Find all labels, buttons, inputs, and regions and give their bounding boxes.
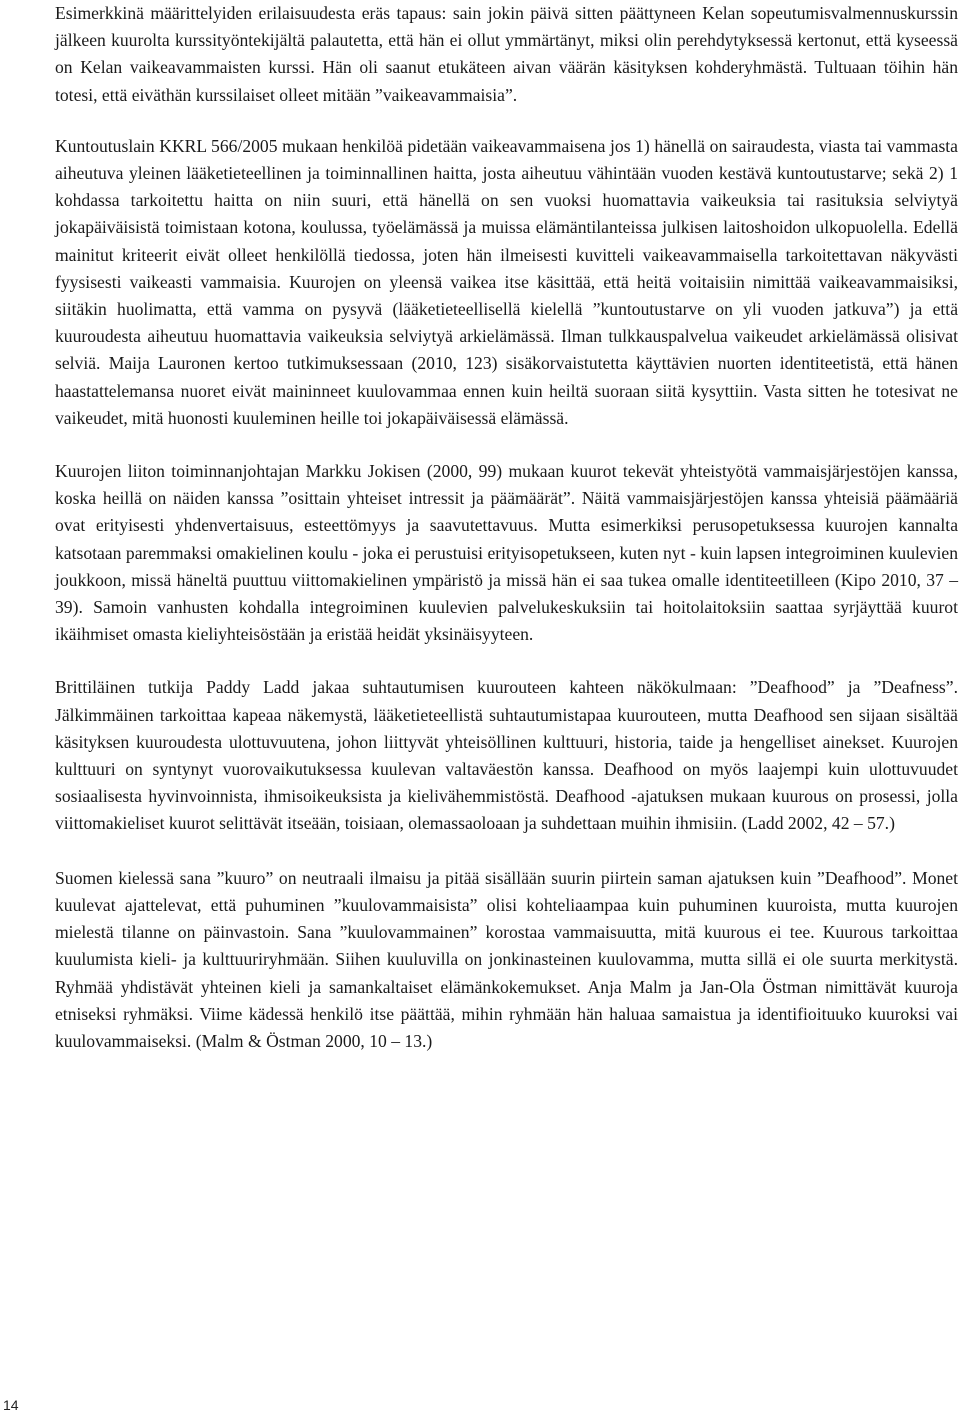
- paragraph-kuntoutuslaki-definition: Kuntoutuslain KKRL 566/2005 mukaan henkilöä pidetään vaikeavammaisena jos 1) hänellä on sairaudesta, viasta tai vammasta aiheutuva yleinen lääketieteellinen ja toiminnallinen haitta, josta aiheutuu vähintään vuoden kestävä kuntoutustarve; sekä 2) 1 kohdassa tarkoitettu haitta on niin suuri, että hänellä on sen vuoksi huomattavia vaikeuksia tai rasituksia selviytyä jokapäiväisistä toimistaan kotona, koulussa, työelämässä ja muissa elämäntilanteissa julkisen laitoshoidon ulkopuolella. Edellä mainitut kriteerit eivät olleet henkilöllä tiedossa, joten hän ilmeisesti kuvitteli vaikeavammaisella tarkoitettavan näkyvästi fyysisesti vaikeasti vammaisia. Kuurojen on yleensä vaikea itse käsittää, että heitä voitaisiin nimittää vaikeavammaisiksi, siitäkin huolimatta, että vamma on pysyvä (lääketieteellisellä kielellä ”kuntoutustarve on yli vuoden jatkuva”) ja että kuuroudesta aiheutuu huomattavia vaikeuksia selviytyä arkielämässä. Ilman tulkkauspalvelua vaikeudet arkielämässä olisivat selviä. Maija Lauronen kertoo tutkimuksessaan (2010, 123) sisäkorvaistutetta käyttävien nuorten identiteetistä, että hänen haastattelemansa nuoret eivät maininneet kuulovammaa ennen kuin heiltä suoraan siitä kysyttiin. Vasta sitten he totesivat ne vaikeudet, mitä huonosti kuuleminen heille toi jokapäiväisessä elämässä.: [55, 135, 958, 428]
- paragraph-deafhood-deafness: Brittiläinen tutkija Paddy Ladd jakaa suhtautumisen kuurouteen kahteen näkökulmaan: ”Deafhood” ja ”Deafness”. Jälkimmäinen tarkoittaa kapeaa näkemystä, lääketieteellistä suhtautumistapaa kuurouteen, mutta Deafhood sen sijaan sisältää käsityksen kuuroudesta ulottuvuutena, johon liittyvät yhteisöllinen kulttuuri, historia, taide ja hengelliset ainekset. Kuurojen kulttuuri on syntynyt vuorovaikutuksessa kuulevan valtaväestön kanssa. Deafhood on myös laajempi kuin ulottuvuudet sosiaalisesta hyvinvoinnista, ihmisoikeuksista ja kielivähemmistöstä. Deafhood -ajatuksen mukaan kuurous on prosessi, jolla viittomakieliset kuurot selittävät itseään, toisiaan, olemassaoloaan ja suhdettaan muihin ihmisiin. (Ladd 2002, 42 – 57.): [55, 677, 958, 834]
- page-number: 14: [3, 1397, 19, 1413]
- paragraph-kuurojen-liitto: Kuurojen liiton toiminnanjohtajan Markku Jokisen (2000, 99) mukaan kuurot tekevät yhteistyötä vammaisjärjestöjen kanssa, koska heillä on näiden kanssa ”osittain yhteiset intressit ja päämäärät”. Näitä vammaisjärjestöjen kanssa yhteisiä päämääriä ovat erityisesti yhdenvertaisuus, esteettömyys ja saavutettavuus. Mutta esimerkiksi perusopetuksessa kuurojen kannalta katsotaan paremmaksi omakielinen koulu - joka ei perustuisi erityisopetukseen, kuten nyt - kuin lapsen integroiminen kuulevien joukkoon, missä häneltä puuttuu viittomakielinen ympäristö ja missä hän ei saa tukea omalle identiteetilleen (Kipo 2010, 37 – 39). Samoin vanhusten kohdalla integroiminen kuulevien palvelukeskuksiin tai hoitolaitoksiin saattaa syrjäyttää kuurot ikäihmiset omasta kieliyhteisöstään ja eristää heidät yksinäisyyteen.: [55, 461, 958, 645]
- paragraph-vaikeavammaisten-kurssi-example: Esimerkkinä määrittelyiden erilaisuudesta eräs tapaus: sain jokin päivä sitten päättyneen Kelan sopeutumisvalmennuskurssin jälkeen kuurolta kurssityöntekijältä palautetta, että hän ei ollut ymmärtänyt, miksi olin perehdytyksessä kertonut, että kyseessä on Kelan vaikeavammaisten kurssi. Hän oli saanut etukäteen aivan väärän käsityksen kohderyhmästä. Tultuaan töihin hän totesi, että eiväthän kurssilaiset olleet mitään ”vaikeavammaisia”.: [55, 3, 958, 105]
- document-body: [55, 0, 958, 1055]
- paragraph-kuuro-term: Suomen kielessä sana ”kuuro” on neutraali ilmaisu ja pitää sisällään suurin piirtein saman ajatuksen kuin ”Deafhood”. Monet kuulevat ajattelevat, että puhuminen ”kuulovammaisista” olisi kohteliaampaa kuin puhuminen kuuroista, mutta kuurojen mielestä tilanne on päinvastoin. Sana ”kuulovammainen” korostaa vammaisuutta, mitä kuurous ei tee. Kuurous tarkoittaa kuulumista kieli- ja kulttuuriryhmään. Siihen kuuluvilla on jonkinasteinen kuulovamma, mutta sillä ei ole suurta merkitystä. Ryhmää yhdistävät yhteinen kieli ja samankaltaiset elämänkokemukset. Anja Malm ja Jan-Ola Östman nimittävät kuuroja etniseksi ryhmäksi. Viime kädessä henkilö itse päättää, mihin ryhmään hän haluaa samaistua ja identifioituuko kuuroksi vai kuulovammaiseksi. (Malm & Östman 2000, 10 – 13.): [55, 867, 958, 1051]
